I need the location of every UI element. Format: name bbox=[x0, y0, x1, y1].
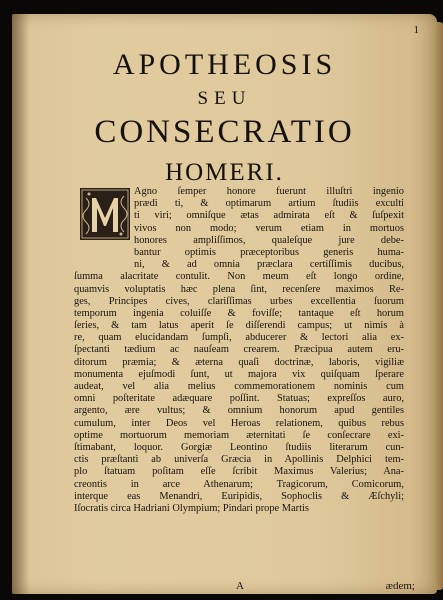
body-line: ſeries, & tam latus aperit ſe diſſerendi campus; ut nimis à bbox=[74, 320, 404, 332]
body-line: ctis præſtanti ab univerſa Græcia in Apollinis Delphici tem- bbox=[74, 454, 404, 466]
body-line: ſpectanti tædium ac nauſeam crearem. Præcipua autem eru- bbox=[74, 344, 404, 356]
body-line: ni, & ad omnia præclara certiſſimis ducibus, bbox=[134, 259, 404, 271]
body-line: creontis in arce Athenarum; Tragicorum, Comicorum, bbox=[74, 478, 404, 490]
body-line: argento, ære vultus; & omnium honorum apud gentiles bbox=[74, 405, 404, 417]
body-line: ti viri; omniſque ætas admirata eſt & ſuſpexit bbox=[134, 210, 404, 222]
body-text bbox=[74, 186, 404, 515]
page-number: 1 bbox=[413, 24, 419, 36]
body-line: re, quam elucidandam ſumpſi, abducerer & lectori alia ex- bbox=[74, 332, 404, 344]
body-line: Agno ſemper honore fuerunt illuſtri ingenio bbox=[134, 186, 404, 197]
title-line-3: CONSECRATIO bbox=[94, 114, 355, 150]
body-line: bantur optimis præceptoribus generis huma- bbox=[134, 246, 404, 258]
body-line: prædi ti, & optimarum artium ſtudiis exculti bbox=[134, 198, 404, 210]
catchword: ædem; bbox=[385, 580, 415, 592]
body-line: cumulum, inter Deos vel Heroas relationem, quibus rebus bbox=[74, 417, 404, 429]
body-line: vivos non modo; verum etiam in mortuos bbox=[134, 222, 404, 234]
body-line: honores ampliſſimos, qualeſque jure debe- bbox=[134, 234, 404, 246]
body-line: omni poſteritate adæquare poſſint. Statuas; expreſſos auro, bbox=[74, 393, 404, 405]
body-line: audeat, vel alia melius commemorationem nominis cum bbox=[74, 381, 404, 392]
body-line: temporum ingenia coluiſſe & foviſſe; tantaque eſt horum bbox=[74, 307, 404, 319]
body-line: ſumma alacritate contulit. Non meum eſt longo ordine, bbox=[74, 271, 404, 283]
body-line: monumenta ejuſmodi ſunt, ut majora vix quiſquam ſperare bbox=[74, 368, 404, 380]
body-line: interque eas Menandri, Euripidis, Sophoclis & Æſchyli; bbox=[74, 490, 404, 502]
title-line-2: SEU bbox=[197, 88, 252, 109]
title-line-4: HOMERI. bbox=[165, 159, 284, 186]
body-line: plo ſtatuam poſitam eſſe ſcribit Maximus Valerius; Ana- bbox=[74, 466, 404, 478]
body-line: Iſocratis circa Hadriani Olympium; Pindari prope Martis bbox=[74, 502, 309, 514]
body-line: ges, Principes cives, clariſſimas urbes excellentia ſuorum bbox=[74, 295, 404, 307]
body-line: ditorum præmia; & æterna quaſi doctrinæ, laboris, vigiliæ bbox=[74, 356, 404, 368]
body-line: ſtimabant, loquor. Gorgiæ Leontino ſtudiis literarum cun- bbox=[74, 441, 404, 453]
body-line: quamvis voluptatis hæc plena ſint, recenſere maximos Re- bbox=[74, 283, 404, 295]
title-line-1: APOTHEOSIS bbox=[112, 48, 337, 81]
signature-mark: A bbox=[236, 580, 246, 592]
body-line: optime mortuorum memoriam æternitati ſe conſecrare exi- bbox=[74, 429, 404, 441]
